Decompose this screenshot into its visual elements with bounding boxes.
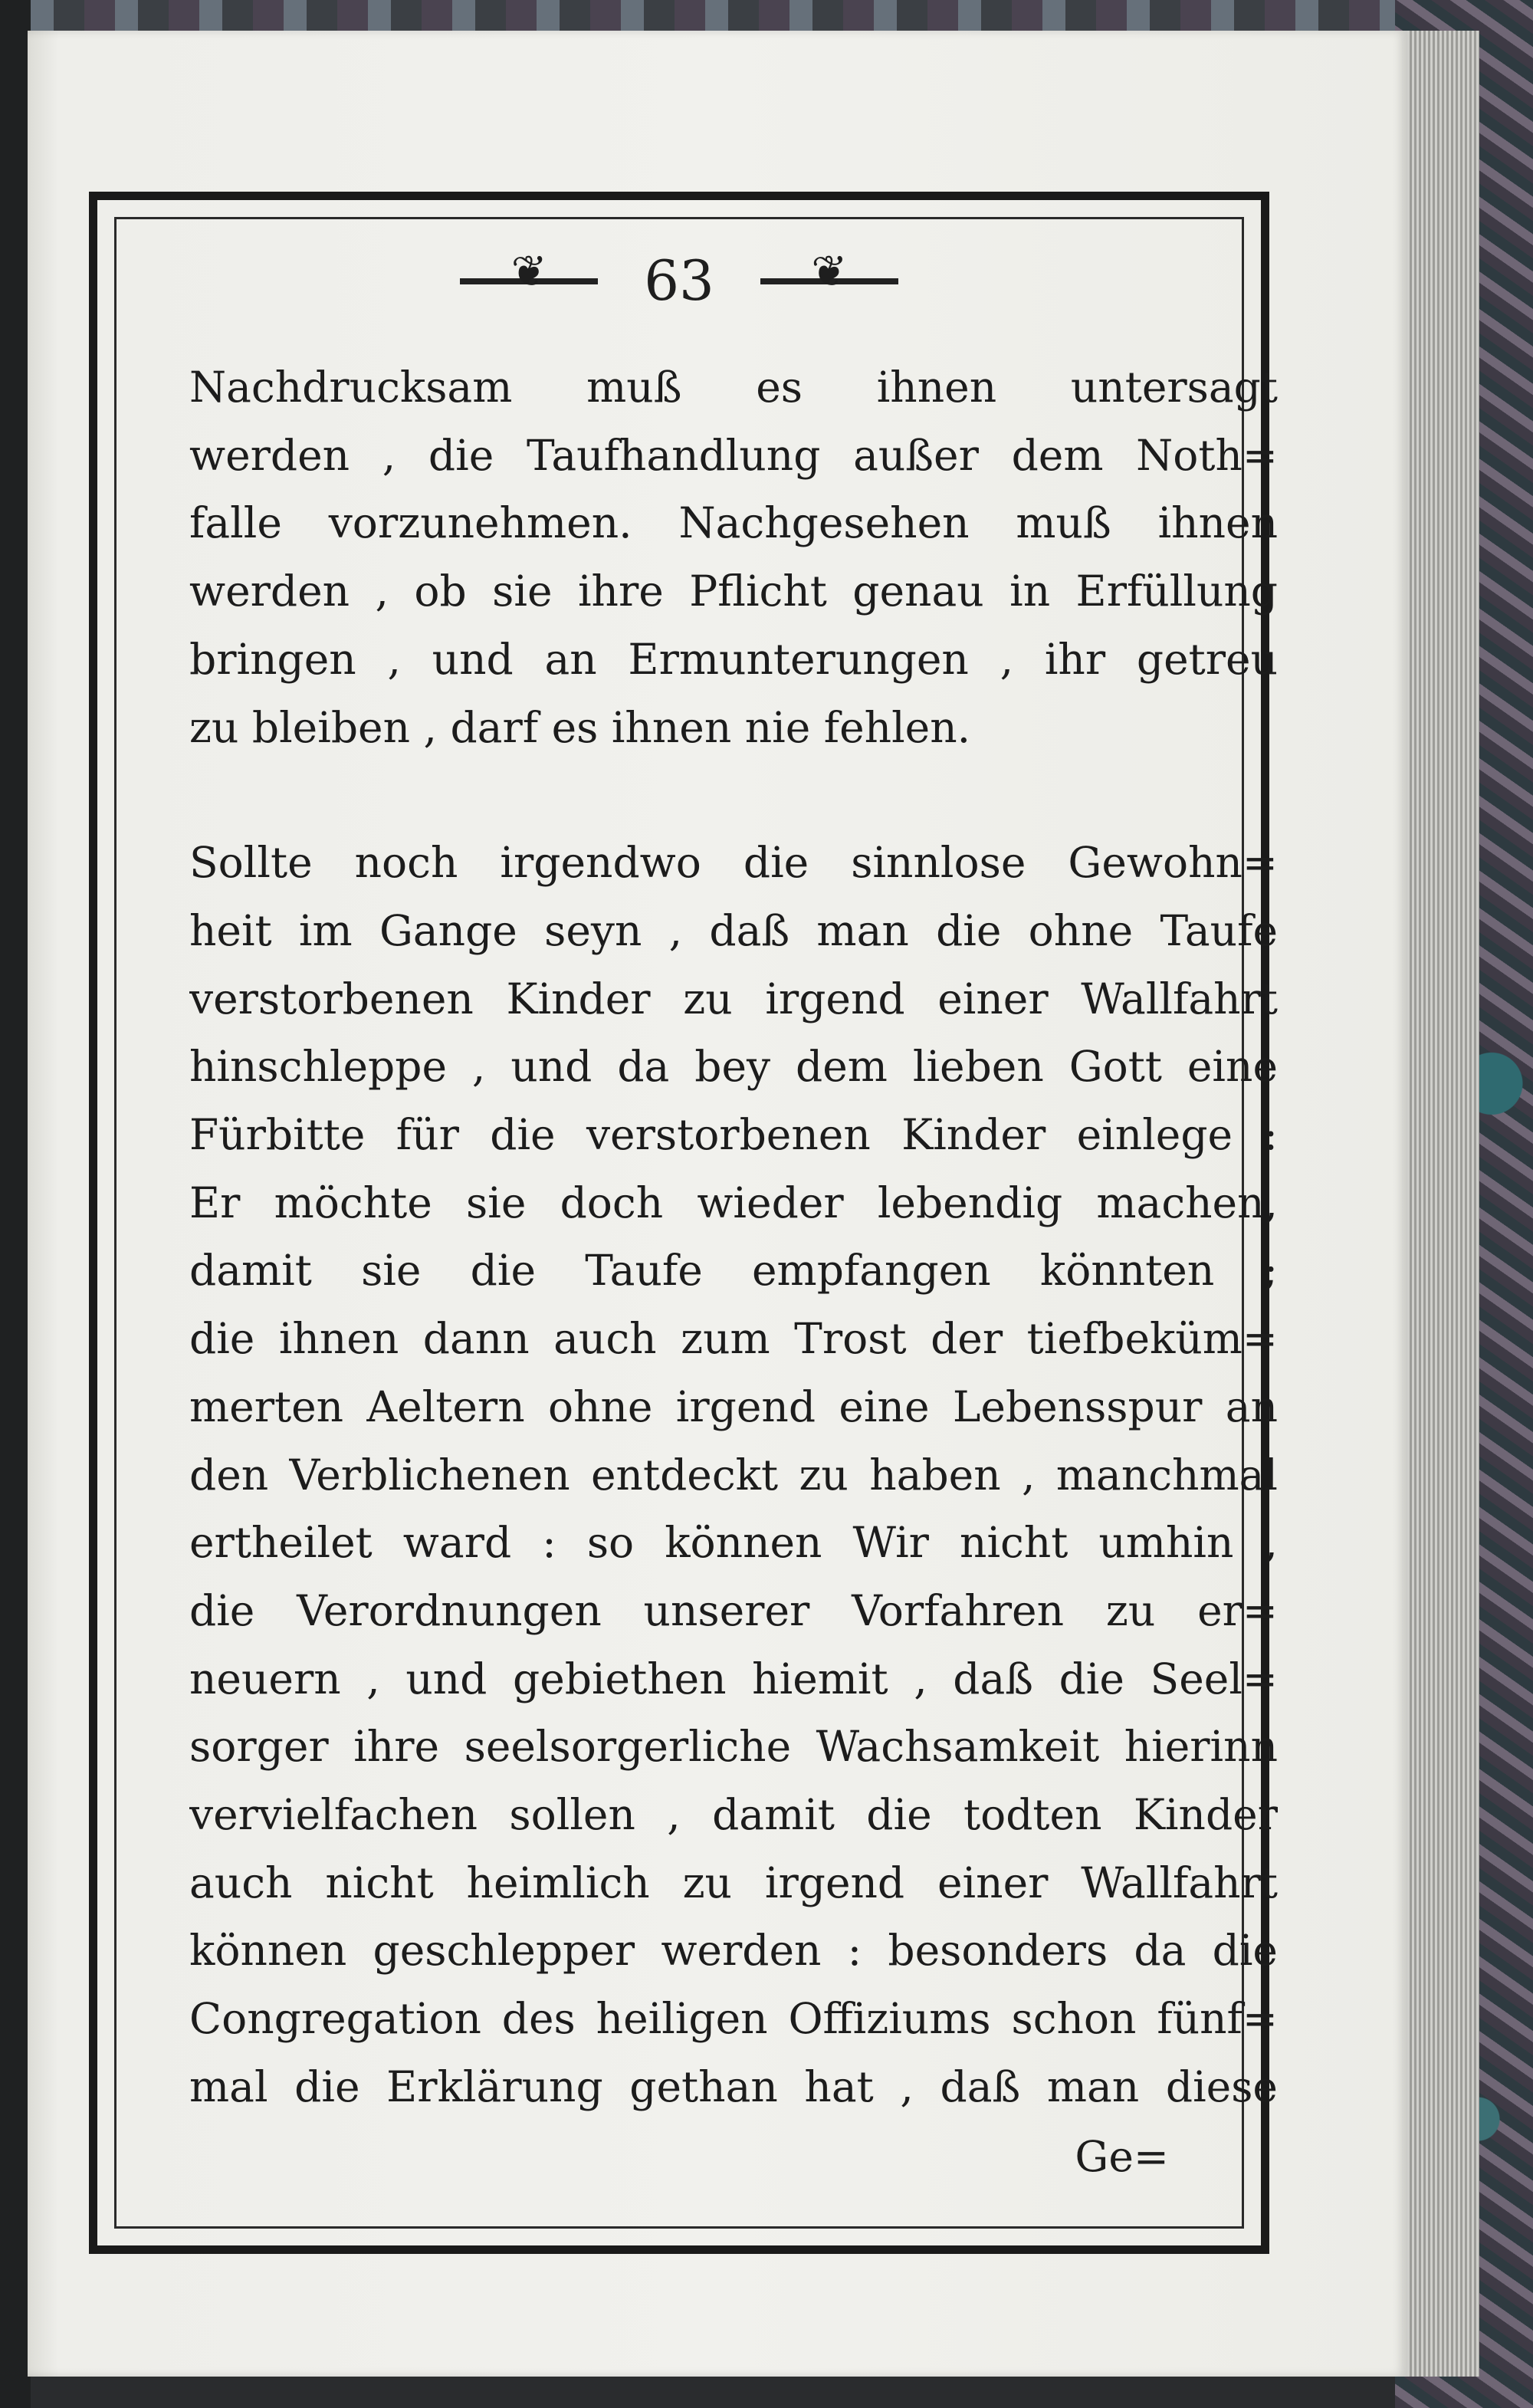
text-line: werden , die Taufhandlung außer dem Noth= [189,430,1278,480]
left-binding [0,0,31,2408]
cover-top-edge [0,0,1533,31]
left-ornament-icon [460,261,598,300]
text-line: bringen , und an Ermunterungen , ihr getreu [189,634,1278,684]
page [28,31,1407,2377]
page-edges [1403,31,1479,2377]
text-line: mal die Erklärung gethan hat , daß man diese [189,2061,1278,2111]
page-header [97,246,1261,315]
paragraph-1 [189,353,1278,761]
text-line: verstorbenen Kinder zu irgend einer Wallfahrt [189,974,1278,1023]
text-line: damit sie die Taufe empfangen könnten ; [189,1246,1278,1296]
text-line: vervielfachen sollen , damit die todten Kinder [189,1790,1278,1840]
text-line: neuern , und gebiethen hiemit , daß die Seel= [189,1654,1278,1703]
text-line: ertheilet ward : so können Wir nicht umhin , [189,1518,1278,1568]
text-line: die ihnen dann auch zum Trost der tiefbeküm= [189,1314,1278,1364]
text-line: sorger ihre seelsorgerliche Wachsamkeit hierinn [189,1722,1278,1772]
text-line: Congregation des heiligen Offiziums schon fünf= [189,1994,1278,2044]
text-line: Sollte noch irgendwo die sinnlose Gewohn= [189,838,1278,888]
text-line: Fürbitte für die verstorbenen Kinder einlege : [189,1110,1278,1160]
text-line: merten Aeltern ohne irgend eine Lebensspur an [189,1381,1278,1431]
right-ornament-icon [760,261,898,300]
page-number: 63 [644,248,714,313]
text-line: die Verordnungen unserer Vorfahren zu er= [189,1585,1278,1635]
paragraph-gap [189,761,1278,829]
body-text [189,353,1278,2121]
catchword: Ge= [1075,2132,1169,2181]
printed-border-frame [89,192,1278,2254]
text-line: falle vorzunehmen. Nachgesehen muß ihnen [189,498,1278,548]
text-line: auch nicht heimlich zu irgend einer Wallfahrt [189,1858,1278,1907]
text-line: zu bleiben , darf es ihnen nie fehlen. [189,702,971,752]
text-line: den Verblichenen entdeckt zu haben , manchmal [189,1450,1278,1500]
text-line: heit im Gange seyn , daß man die ohne Taufe [189,905,1278,955]
text-line: können geschlepper werden : besonders da die [189,1926,1278,1976]
paragraph-2 [189,829,1278,2121]
text-line: werden , ob sie ihre Pflicht genau in Erfüllung [189,567,1278,616]
text-line: hinschleppe , und da bey dem lieben Gott eine [189,1042,1278,1092]
text-line: Nachdrucksam muß es ihnen untersagt [189,363,1278,412]
text-line: Er möchte sie doch wieder lebendig machen, [189,1178,1278,1227]
